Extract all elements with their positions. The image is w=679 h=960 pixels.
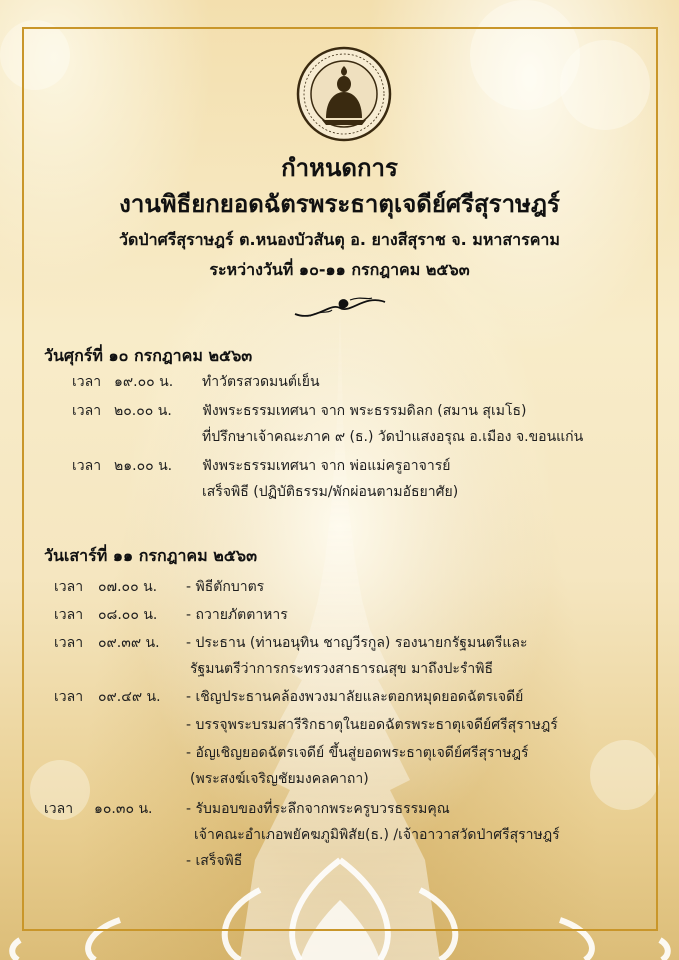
date-range: ระหว่างวันที่ ๑๐-๑๑ กรกฎาคม ๒๕๖๓ — [209, 260, 470, 279]
event-text: - ประธาน (ท่านอนุทิน ชาญวีรกูล) รองนายกรัฐมนตรีและ — [186, 635, 528, 651]
event-time: ๐๗.๐๐ น. — [98, 579, 158, 595]
event-label: เวลา — [54, 579, 84, 595]
event-text: เจ้าคณะอำเภอพยัคฆภูมิพิสัย(ธ.) /เจ้าอาวาสวัดป่าศรีสุราษฎร์ — [194, 827, 560, 843]
event-text: ฟังพระธรรมเทศนา จาก พ่อแม่ครูอาจารย์ — [202, 458, 451, 474]
event-text: - เสร็จพิธี — [186, 853, 243, 869]
event-time: ๒๐.๐๐ น. — [114, 403, 172, 419]
event-label: เวลา — [54, 689, 84, 705]
event-text: ฟังพระธรรมเทศนา จาก พระธรรมดิลก (สมาน สุเมโธ) — [202, 403, 527, 419]
event-time: ๑๙.๐๐ น. — [114, 374, 174, 390]
event-label: เวลา — [54, 607, 84, 623]
title-ceremony: งานพิธียกยอดฉัตรพระธาตุเจดีย์ศรีสุราษฎร์ — [119, 190, 560, 218]
event-text: เสร็จพิธี (ปฏิบัติธรรม/พักผ่อนตามอัธยาศัย) — [202, 484, 459, 500]
day1-heading: วันศุกร์ที่ ๑๐ กรกฎาคม ๒๕๖๓ — [44, 346, 253, 365]
event-text: ทำวัตรสวดมนต์เย็น — [202, 374, 320, 390]
event-label: เวลา — [72, 458, 102, 474]
event-text: (พระสงฆ์เจริญชัยมงคลคาถา) — [190, 771, 369, 787]
event-text: ที่ปรึกษาเจ้าคณะภาค ๙ (ธ.) วัดป่าแสงอรุณ อ.เมือง จ.ขอนแก่น — [202, 429, 584, 445]
location-line: วัดป่าศรีสุราษฎร์ ต.หนองบัวสันตุ อ. ยางสีสุราช จ. มหาสารคาม — [119, 230, 560, 249]
event-text: - บรรจุพระบรมสารีริกธาตุในยอดฉัตรพระธาตุเจดีย์ศรีสุราษฎร์ — [186, 717, 558, 733]
event-label: เวลา — [72, 374, 102, 390]
flourish-divider — [290, 292, 390, 322]
event-text: - พิธีตักบาตร — [186, 579, 265, 595]
event-text: รัฐมนตรีว่าการกระทรวงสาธารณสุข มาถึงปะรำพิธี — [190, 661, 494, 677]
event-time: ๐๙.๓๙ น. — [98, 635, 160, 651]
temple-seal-logo — [296, 46, 392, 142]
event-text: - เชิญประธานคล้องพวงมาลัยและตอกหมุดยอดฉัตรเจดีย์ — [186, 689, 524, 705]
event-time: ๐๙.๔๙ น. — [98, 689, 161, 705]
event-label: เวลา — [54, 635, 84, 651]
day2-heading: วันเสาร์ที่ ๑๑ กรกฎาคม ๒๕๖๓ — [44, 546, 257, 565]
title-schedule: กำหนดการ — [281, 154, 398, 182]
event-label: เวลา — [72, 403, 102, 419]
event-text: - อัญเชิญยอดฉัตรเจดีย์ ขึ้นสู่ยอดพระธาตุเจดีย์ศรีสุราษฎร์ — [186, 745, 529, 761]
event-text: - ถวายภัตตาหาร — [186, 607, 288, 623]
event-time: ๑๐.๓๐ น. — [94, 801, 153, 817]
event-label: เวลา — [44, 801, 74, 817]
event-time: ๒๑.๐๐ น. — [114, 458, 173, 474]
event-text: - รับมอบของที่ระลึกจากพระครูบวรธรรมคุณ — [186, 801, 450, 817]
event-time: ๐๘.๐๐ น. — [98, 607, 158, 623]
